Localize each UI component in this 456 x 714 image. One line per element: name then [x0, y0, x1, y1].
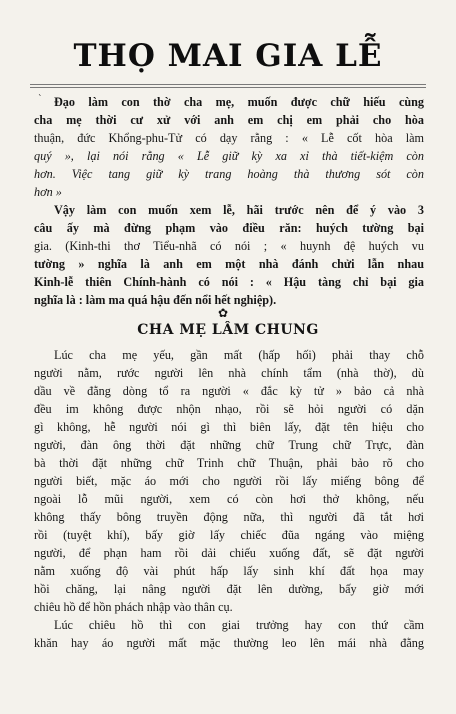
page-title: THỌ MAI GIA LỄ: [73, 38, 383, 74]
title-rule-bottom: [30, 87, 426, 88]
section-ornament: ✿: [217, 306, 229, 320]
para3-line: ngoài lỗ mũi người, xem có còn hơi thở không, nếu: [34, 492, 424, 506]
para1-line: hơn. Việc tang giữ kỳ trang hoàng thà thương sót còn: [34, 167, 424, 181]
para3-line: gì không, hễ người nói gì thì biên lấy, đặt tên hiệu cho: [34, 420, 424, 434]
para1-line: thuận, đức Khổng-phu-Tử có dạy rằng : « Lễ cốt hòa làm: [34, 131, 424, 145]
para1-line: quý », lại nói rằng « Lễ giữ kỳ xa xỉ thà tiết-kiệm còn: [34, 149, 424, 163]
title-rule-top: [30, 84, 426, 85]
para3-line: người, để phạn ham rồi dải chiếu xuống đất, sẽ đặt người: [34, 546, 424, 560]
para4-line: khăn hay áo người mất mặc thường leo lên mái nhà đằng: [34, 636, 424, 650]
section-heading: CHA MẸ LÂM CHUNG: [137, 322, 319, 338]
para2-line: gia. (Kinh-thi thơ Tiểu-nhã có nói ; « huynh đệ huých vu: [34, 239, 424, 253]
para3-line: không thấy bông truyền động nữa, thì người đã tắt hơi: [34, 510, 424, 524]
para1-line: [34, 113, 424, 128]
para2-line: Kinh-lễ thiên Chính-hành có nói : « Hậu tàng chỉ bại gia: [34, 275, 424, 289]
para4-line: Lúc chiêu hồ thì con giai trưởng hay con thứ cầm: [54, 618, 424, 632]
para3-line: rồi (tuyệt khí), bấy giờ lấy chiếc đũa ngáng vào miệng: [34, 528, 424, 542]
para3-line: đều im không được nhộn nhạo, rồi sẽ hỏi người có dặn: [34, 402, 424, 416]
para1-line-text: cha mẹ thời cư xử với anh em chị em phải cho hòa: [34, 113, 424, 127]
para3-line: nằm xuống độ vài phút hấp lấy sinh khí đất họa may: [34, 564, 424, 578]
para3-line: Lúc cha mẹ yếu, gần mất (hấp hối) phải thay chỗ: [54, 348, 424, 362]
para2-line: câu ấy mà đừng phạm vào điều răn: huých tường bại: [34, 221, 424, 235]
para2-line: nghĩa là : làm ma quá hậu đến nổi hết nghiệp).: [34, 293, 277, 307]
para2-line: tường » nghĩa là anh em một nhà đánh chửi lẫn nhau: [34, 257, 424, 271]
para1-line: Đạo làm con thờ cha mẹ, muốn được chữ hiếu cùng: [54, 95, 424, 109]
ink-mark: ˋ: [38, 95, 43, 105]
para3-line: chiêu hồ để hồn phách nhập vào thân cụ.: [34, 600, 233, 614]
para3-line: người nằm, rước người lên nhà chính tẩm (nhà thờ), dù: [34, 366, 424, 380]
para3-line: người, đàn ông thời đặt những chữ Trung chữ Trực, đàn: [34, 438, 424, 452]
para3-line: dầu về đằng dòng tổ ra người « đắc kỳ tử » bảo cả nhà: [34, 384, 424, 398]
para3-line: bà thời đặt những chữ Trinh chữ Thuận, phải bảo rõ cho: [34, 456, 424, 470]
para2-line: Vậy làm con muốn xem lễ, hãi trước nên để ý vào 3: [54, 203, 424, 217]
para3-line: người biết, mặc áo mới cho người rồi lấy miếng bông để: [34, 474, 424, 488]
para1-line: hơn »: [34, 185, 62, 199]
para3-line: hồi chăng, lại nâng người đặt lên dường, bấy giờ mới: [34, 582, 424, 596]
